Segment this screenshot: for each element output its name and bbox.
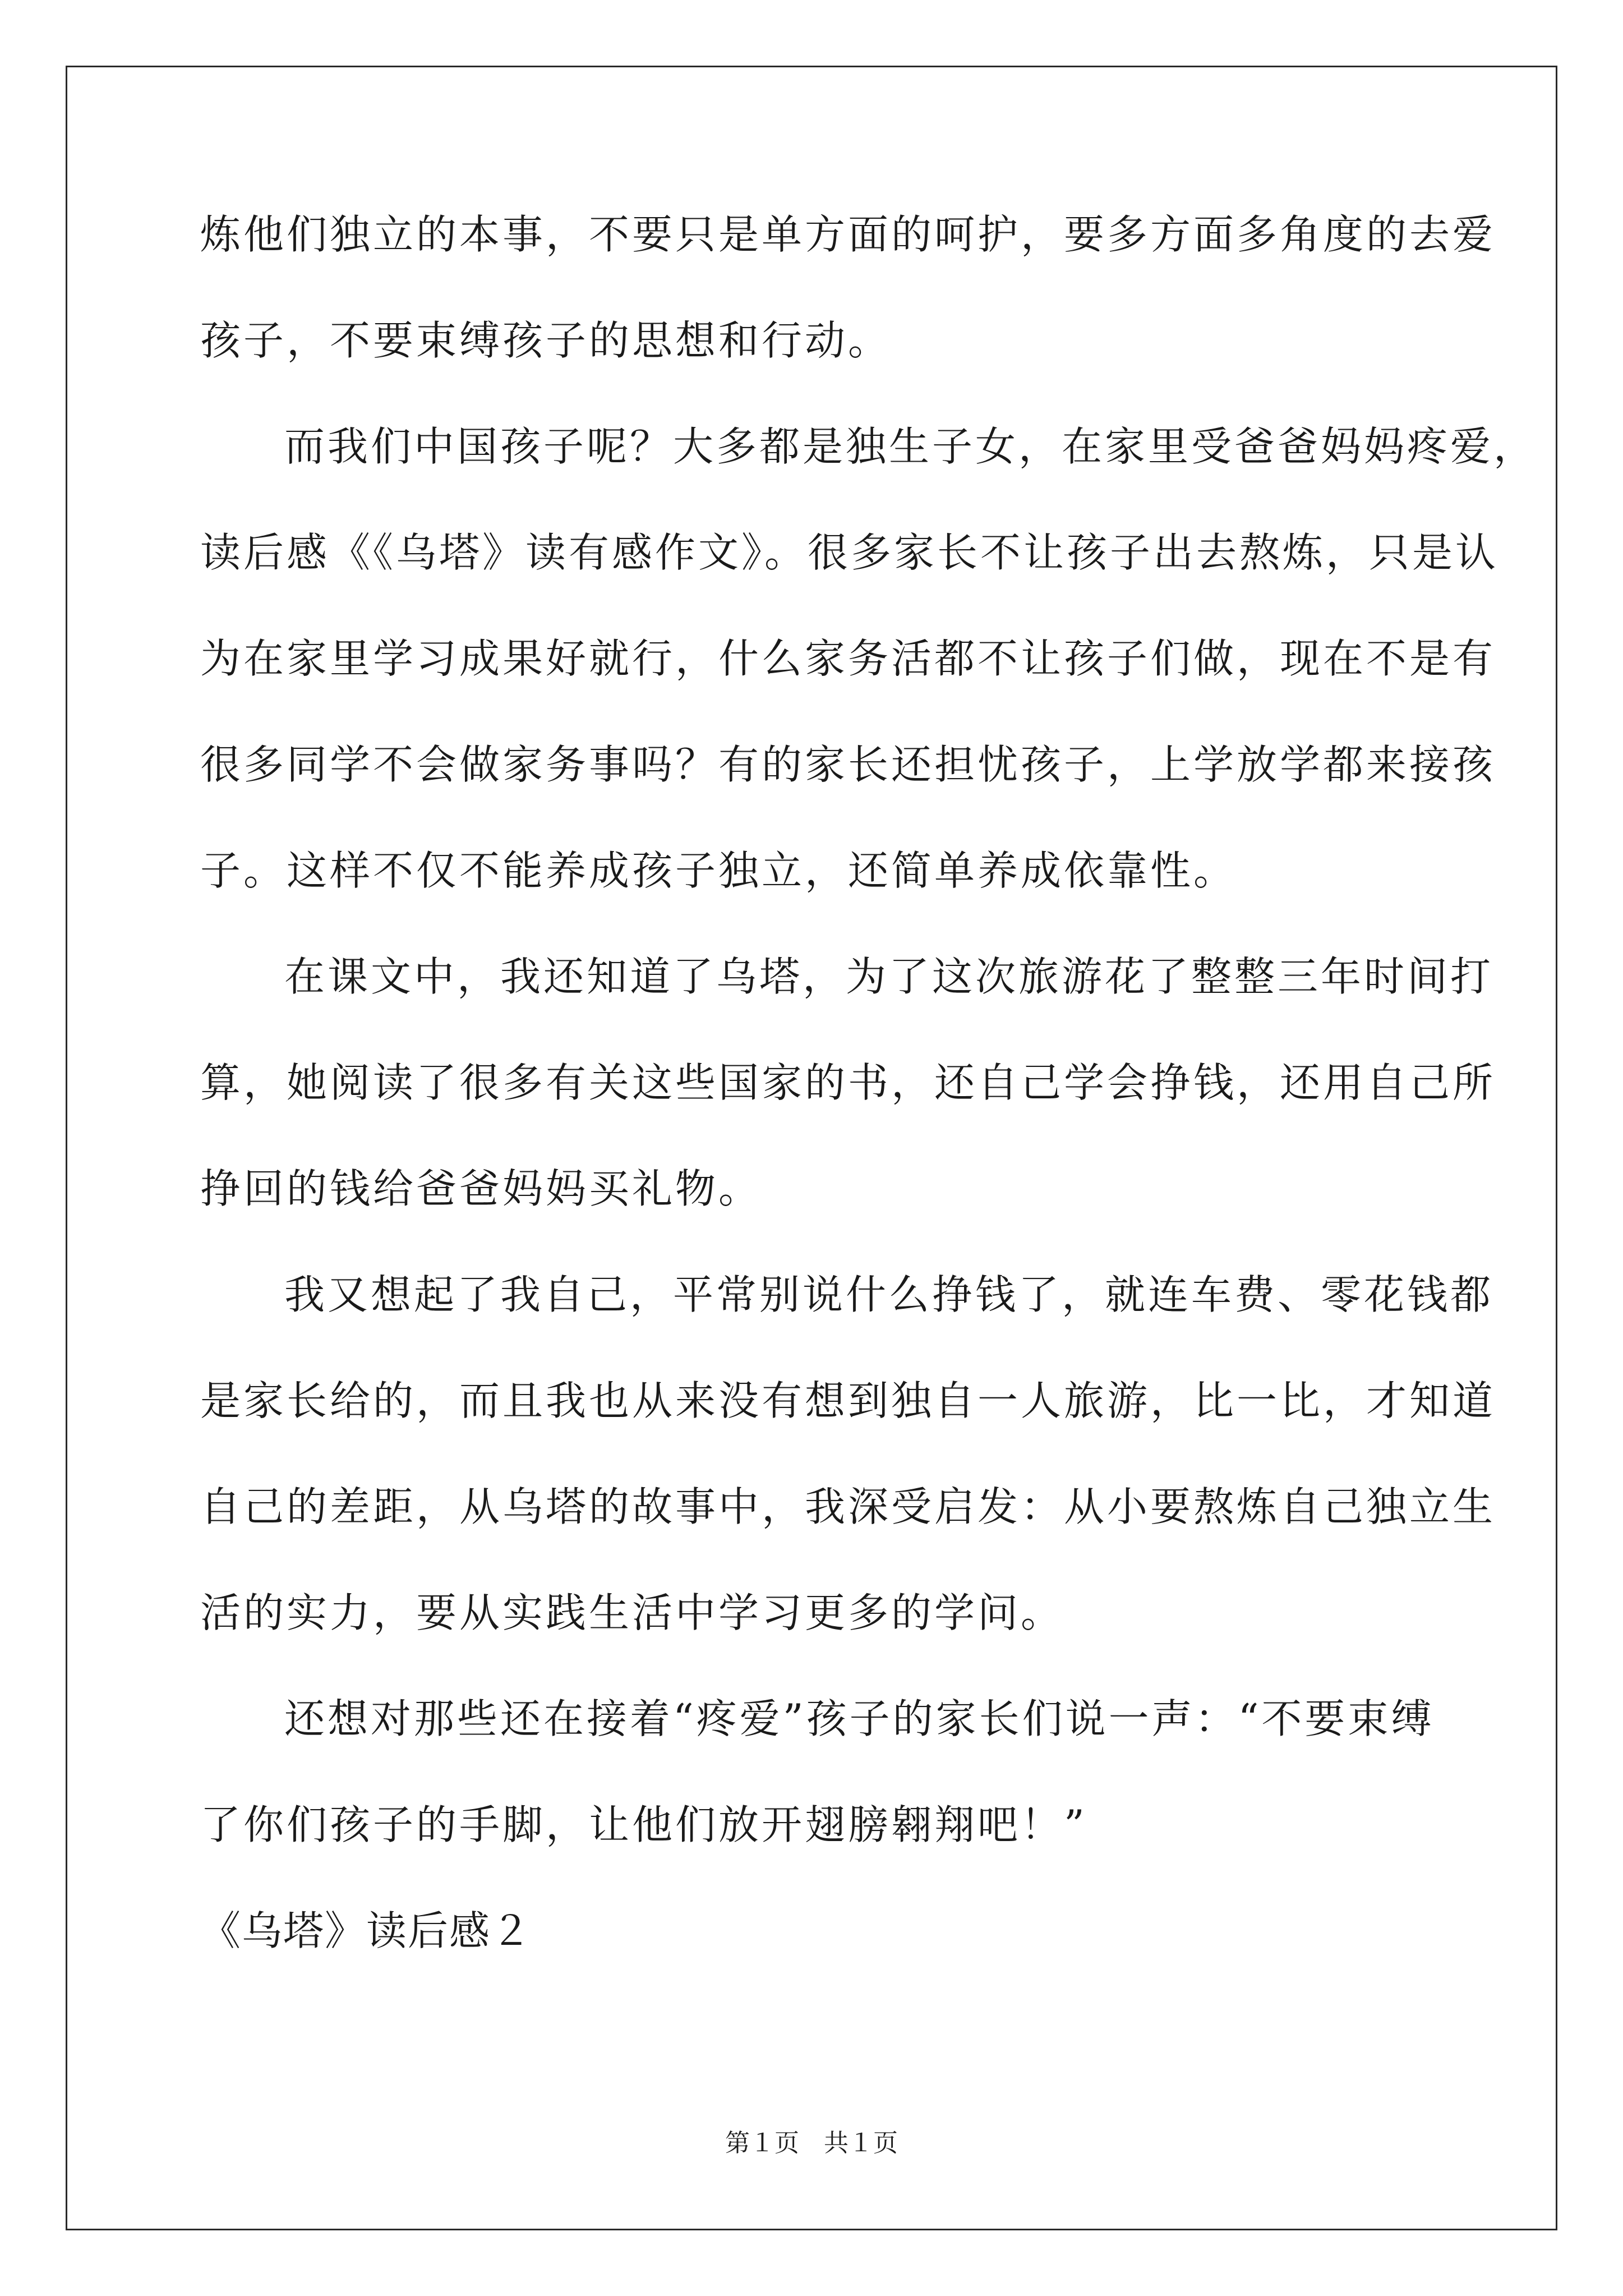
- text-line: 是家长给的，而且我也从来没有想到独自一人旅游，比一比，才知道: [200, 1377, 1496, 1424]
- text-line: 孩子，不要束缚孩子的思想和行动。: [200, 317, 892, 364]
- text-line: 算，她阅读了很多有关这些国家的书，还自己学会挣钱，还用自己所: [200, 1059, 1496, 1106]
- text-line: 很多同学不会做家务事吗？有的家长还担忧孩子，上学放学都来接孩: [200, 741, 1496, 788]
- text-line: 了你们孩子的手脚，让他们放开翅膀翱翔吧！”: [200, 1801, 1087, 1848]
- text-line: 子。这样不仅不能养成孩子独立，还简单养成依靠性。: [200, 847, 1237, 894]
- text-line: 为在家里学习成果好就行，什么家务活都不让孩子们做，现在不是有: [200, 635, 1496, 682]
- text-line: 活的实力，要从实践生活中学习更多的学问。: [200, 1589, 1064, 1636]
- text-line: 挣回的钱给爸爸妈妈买礼物。: [200, 1165, 762, 1212]
- text-line: 自己的差距，从乌塔的故事中，我深受启发：从小要熬炼自己独立生: [200, 1483, 1496, 1530]
- text-line: 读后感《《乌塔》读有感作文》。很多家长不让孩子出去熬炼，只是认: [200, 529, 1499, 576]
- text-line: 还想对那些还在接着“疼爱”孩子的家长们说一声：“不要束缚: [284, 1695, 1435, 1742]
- text-line: 在课文中，我还知道了乌塔，为了这次旅游花了整整三年时间打: [284, 953, 1494, 1000]
- text-line: 炼他们独立的本事，不要只是单方面的呵护，要多方面多角度的去爱: [200, 211, 1496, 258]
- text-line: 而我们中国孩子呢？大多都是独生子女，在家里受爸爸妈妈疼爱，: [284, 423, 1537, 470]
- section-heading: 《乌塔》读后感２: [200, 1907, 533, 1954]
- document-body: [200, 208, 1537, 2010]
- text-line: 我又想起了我自己，平常别说什么挣钱了，就连车费、零花钱都: [284, 1271, 1494, 1318]
- page-number-footer: 第１页 共１页: [725, 2129, 898, 2157]
